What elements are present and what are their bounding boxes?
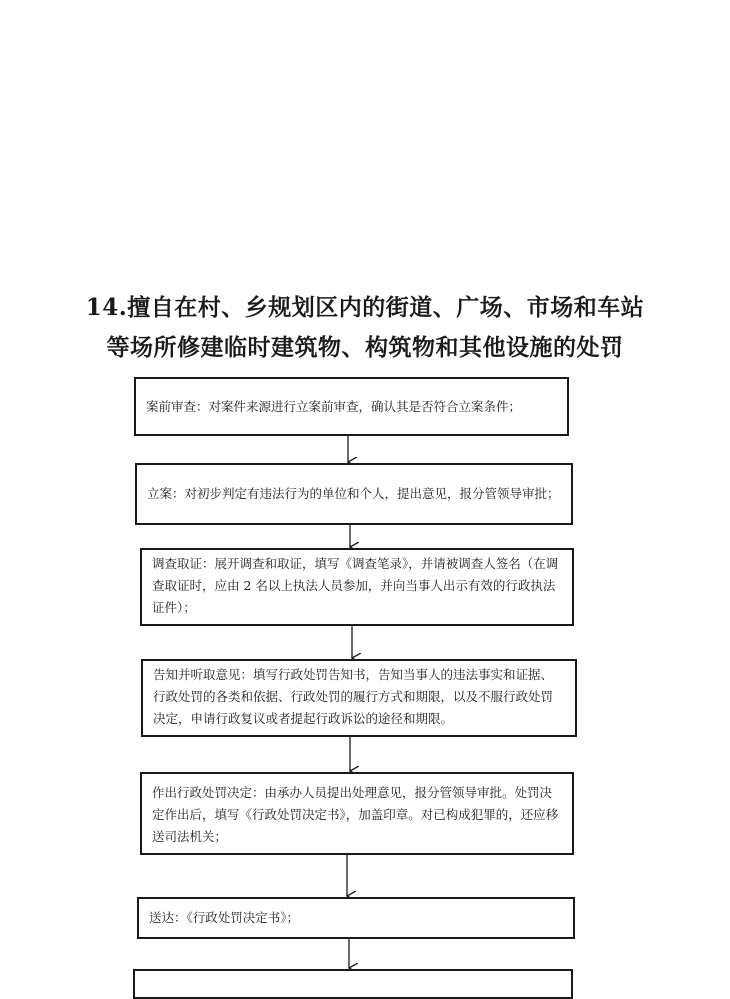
step-pre-case-review-text: 案前审查：对案件来源进行立案前审查，确认其是否符合立案条件；	[146, 398, 522, 414]
step-notification-hearing-text: 告知并听取意见：填写行政处罚告知书，告知当事人的违法事实和证据、行政处罚的各类和依据、行政处罚的履行方式和期限，以及不服行政处罚决定，申请行政复议或者提起行政诉讼的途径和期限。	[153, 667, 554, 726]
diagram-title-line-2: 等场所修建临时建筑物、构筑物和其他设施的处罚	[106, 334, 624, 361]
step-penalty-decision-text: 作出行政处罚决定：由承办人员提出处理意见，报分管领导审批。处罚决定作出后，填写《行政处罚决定书》，加盖印章。对已构成犯罪的，还应移送司法机关；	[152, 785, 559, 844]
step-pre-case-review	[134, 377, 569, 436]
step-next-truncated	[133, 969, 573, 999]
step-penalty-decision	[140, 772, 574, 855]
step-delivery-text: 送达：《行政处罚决定书》；	[149, 910, 300, 925]
diagram-title-line-1: 14.擅自在村、乡规划区内的街道、广场、市场和车站	[85, 294, 645, 321]
step-investigation-text: 调查取证：展开调查和取证，填写《调查笔录》，并请被调查人签名（在调查取证时，应由 2 名以上执法人员参加，并向当事人出示有效的行政执法证件）；	[152, 556, 559, 615]
step-delivery	[137, 897, 575, 939]
step-notification-hearing	[141, 659, 577, 737]
step-case-filing	[135, 463, 573, 525]
step-case-filing-text: 立案：对初步判定有违法行为的单位和个人，提出意见，报分管领导审批；	[147, 486, 560, 501]
step-investigation	[140, 548, 574, 626]
